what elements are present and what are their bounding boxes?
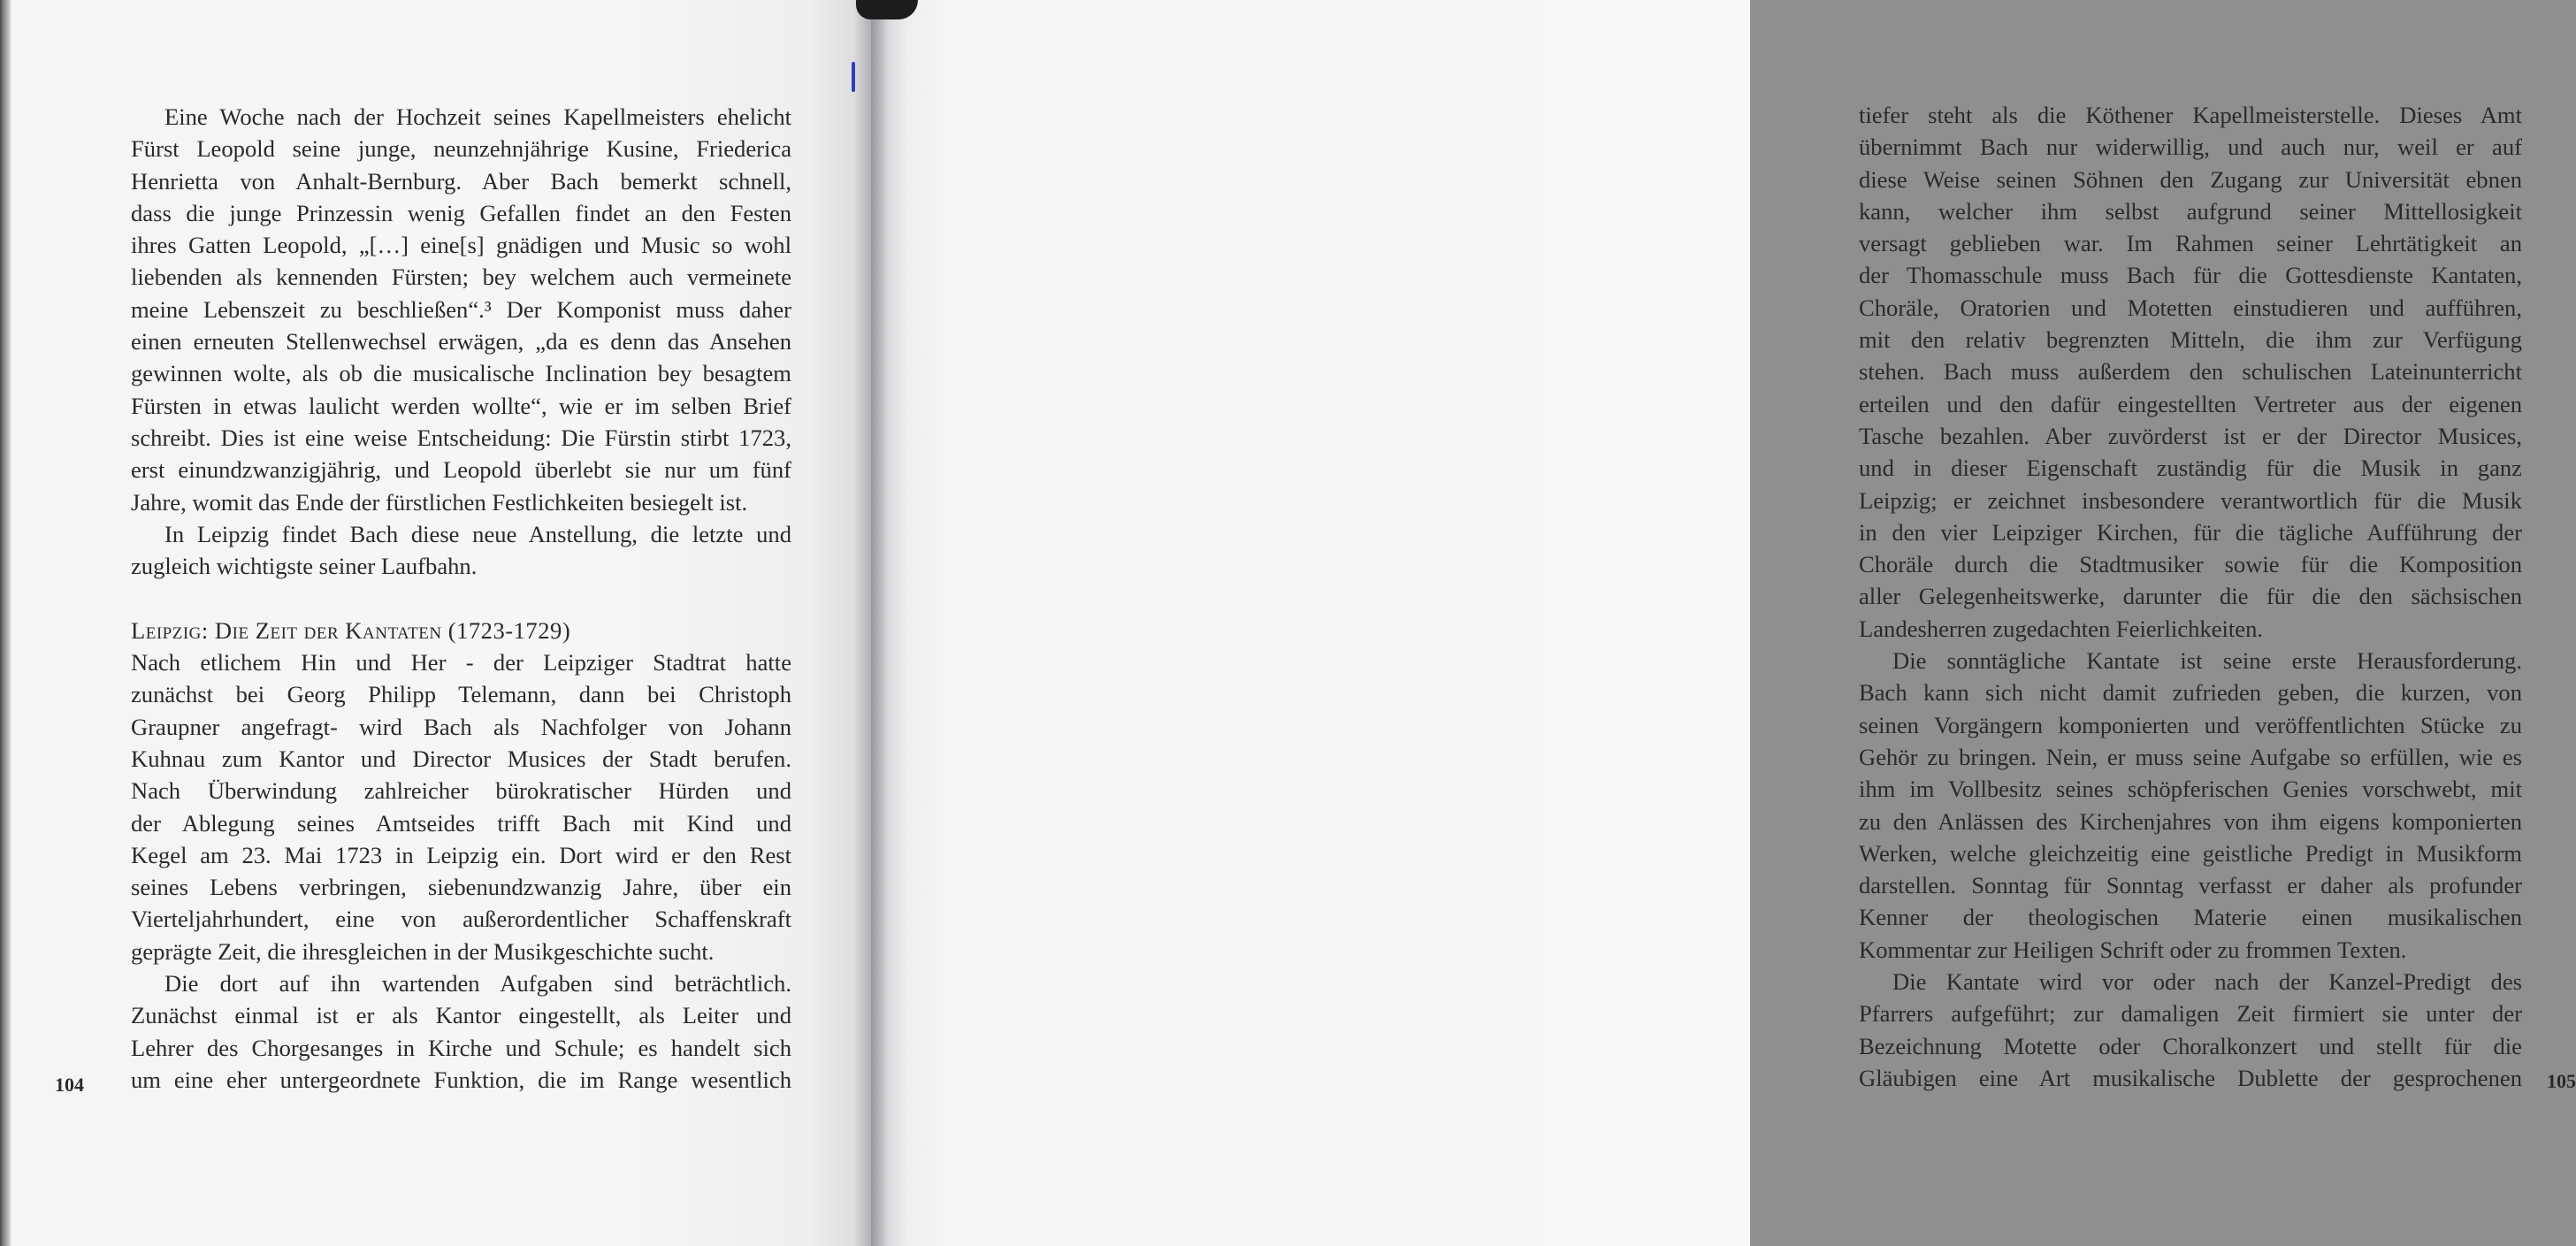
text-line (131, 582, 791, 614)
text-line: Die sonntägliche Kantate ist seine erste Herausforderung. (1892, 647, 2522, 675)
text-line: Vierteljahrhundert, eine von außerordentlicher Schaffenskraft (131, 906, 791, 933)
text-line: und in dieser Eigenschaft zuständig für die Musik in ganz (1859, 455, 2522, 482)
left-page (0, 0, 871, 1246)
page-number-right: 105 (2547, 1070, 2576, 1092)
text-line: Nach etlichem Hin und Her - der Leipziger Stadtrat hatte (131, 649, 791, 677)
text-line: Fürsten in etwas laulicht werden wollte“, wie er im selben Brief (131, 392, 791, 419)
text-line: versagt geblieben war. Im Rahmen seiner Lehrtätigkeit an (1859, 230, 2522, 257)
text-line: Choräle, Oratorien und Motetten einstudieren und aufführen, (1859, 294, 2522, 321)
text-line: gewinnen wolte, als ob die musicalische Inclination bey besagtem (131, 360, 791, 387)
text-line: Bezeichnung Motette oder Choralkonzert und stellt für die (1859, 1032, 2522, 1059)
text-line: Zunächst einmal ist er als Kantor eingestellt, als Leiter und (131, 1002, 791, 1029)
text-line: der Thomasschule muss Bach für die Gottesdienste Kantaten, (1859, 262, 2522, 289)
text-line: meine Lebenszeit zu beschließen“.³ Der Komponist muss daher (131, 295, 791, 323)
text-line: Eine Woche nach der Hochzeit seines Kapellmeisters ehelicht (164, 103, 791, 130)
text-line: Leipzig; er zeichnet insbesondere verantwortlich für die Musik (1859, 486, 2522, 514)
text-line: Choräle durch die Stadtmusiker sowie für die Komposition (1859, 551, 2522, 578)
text-line: Kuhnau zum Kantor und Director Musices der Stadt berufen. (131, 745, 791, 772)
text-line: Kenner der theologischen Materie einen musikalischen (1859, 904, 2522, 931)
ink-mark (852, 62, 855, 92)
text-line: darstellen. Sonntag für Sonntag verfasst er daher als profunder (1859, 872, 2522, 899)
section-heading: Leipzig: Die Zeit der Kantaten (1723-1729) (131, 616, 571, 644)
text-line: Gläubigen eine Art musikalische Dublette der gesprochenen (1859, 1064, 2522, 1091)
text-line: übernimmt Bach nur widerwillig, und auch nur, weil er auf (1859, 134, 2522, 161)
text-line: Tasche bezahlen. Aber zuvörderst ist er der Director Musices, (1859, 422, 2522, 449)
text-line: Gehör zu bringen. Nein, er muss seine Aufgabe so erfüllen, wie es (1859, 743, 2522, 770)
text-line: Jahre, womit das Ende der fürstlichen Festlichkeiten besiegelt ist. (131, 488, 748, 516)
text-line: zunächst bei Georg Philipp Telemann, dann bei Christoph (131, 681, 791, 708)
text-line: Die dort auf ihn wartenden Aufgaben sind beträchtlich. (164, 970, 791, 998)
text-line: Werken, welche gleichzeitig eine geistliche Predigt in Musikform (1859, 839, 2522, 867)
text-line: zu den Anlässen des Kirchenjahres von ihm eigens komponierten (1859, 807, 2522, 835)
text-line: in den vier Leipziger Kirchen, für die tägliche Aufführung der (1859, 518, 2522, 546)
left-page-text (131, 101, 791, 1096)
right-page-text (1859, 99, 2522, 1094)
text-line: kann, welcher ihm selbst aufgrund seiner Mittellosigkeit (1859, 197, 2522, 225)
text-line: Die Kantate wird vor oder nach der Kanzel-Predigt des (1892, 968, 2522, 996)
text-line: zugleich wichtigste seiner Laufbahn. (131, 553, 478, 580)
text-line: In Leipzig findet Bach diese neue Anstellung, die letzte und (164, 520, 791, 547)
text-line: um eine eher untergeordnete Funktion, die im Range wesentlich (131, 1066, 791, 1093)
text-line: erst einundzwanzigjährig, und Leopold überlebt sie nur um fünf (131, 456, 791, 484)
text-line: seines Lebens verbringen, siebenundzwanzig Jahre, über ein (131, 874, 791, 901)
text-line: einen erneuten Stellenwechsel erwägen, „da es denn das Ansehen (131, 328, 791, 355)
text-line: erteilen und den dafür eingestellten Vertreter aus der eigenen (1859, 390, 2522, 417)
text-line: tiefer steht als die Köthener Kapellmeisterstelle. Dieses Amt (1859, 102, 2522, 128)
text-line: liebenden als kennenden Fürsten; bey welchem auch vermeinete (131, 264, 791, 291)
book-edge (0, 0, 11, 1246)
text-line: aller Gelegenheitswerke, darunter die für die den sächsischen (1859, 583, 2522, 610)
text-line: geprägte Zeit, die ihresgleichen in der Musikgeschichte sucht. (131, 937, 715, 965)
text-line: Pfarrers aufgeführt; zur damaligen Zeit firmiert sie unter der (1859, 1000, 2522, 1028)
text-line: Henrietta von Anhalt-Bernburg. Aber Bach bemerkt schnell, (131, 167, 791, 195)
text-line: seinen Vorgängern komponierten und veröffentlichten Stücke zu (1859, 711, 2522, 738)
spine-top (856, 0, 918, 19)
text-line: Lehrer des Chorgesanges in Kirche und Schule; es handelt sich (131, 1034, 791, 1061)
text-line: stehen. Bach muss außerdem den schulischen Lateinunterricht (1859, 358, 2522, 386)
page-number-left: 104 (55, 1074, 84, 1096)
text-line: Fürst Leopold seine junge, neunzehnjährige Kusine, Friederica (131, 135, 791, 163)
text-line: der Ablegung seines Amtseides trifft Bach mit Kind und (131, 809, 791, 837)
text-line: Bach kann sich nicht damit zufrieden geben, die kurzen, von (1859, 679, 2522, 707)
text-line: dass die junge Prinzessin wenig Gefallen findet an den Festen (131, 199, 791, 226)
text-line: Graupner angefragt- wird Bach als Nachfolger von Johann (131, 713, 791, 740)
text-line: Kommentar zur Heiligen Schrift oder zu frommen Texten. (1859, 936, 2407, 963)
text-line: ihm im Vollbesitz seines schöpferischen Genies vorschwebt, mit (1859, 776, 2522, 803)
text-line: schreibt. Dies ist eine weise Entscheidung: Die Fürstin stirbt 1723, (131, 424, 791, 451)
text-line: ihres Gatten Leopold, „[…] eine[s] gnädigen und Music so wohl (131, 232, 791, 259)
gutter-shadow (853, 0, 889, 1246)
text-line: diese Weise seinen Söhnen den Zugang zur Universität ebnen (1859, 165, 2522, 193)
right-page (871, 0, 2576, 1246)
text-line: Landesherren zugedachten Feierlichkeiten. (1859, 615, 2264, 642)
text-line: mit den relativ begrenzten Mitteln, die ihm zur Verfügung (1859, 326, 2522, 354)
text-line: Nach Überwindung zahlreicher bürokratischer Hürden und (131, 777, 791, 805)
text-line: Kegel am 23. Mai 1723 in Leipzig ein. Dort wird er den Rest (131, 841, 791, 868)
